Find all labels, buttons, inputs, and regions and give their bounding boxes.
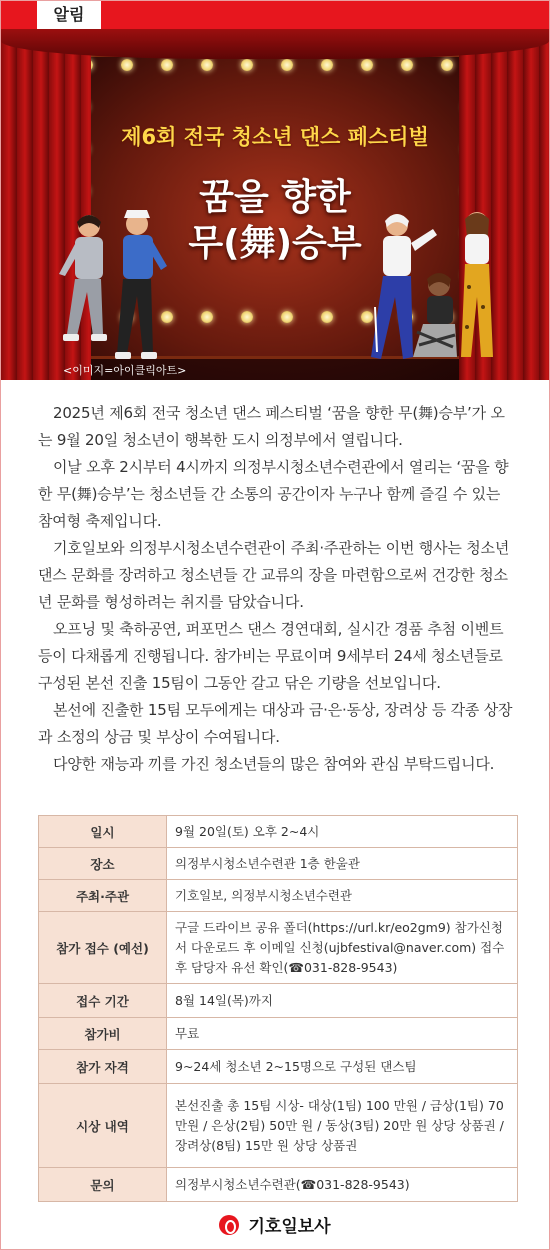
info-label: 참가 자격 <box>39 1050 167 1084</box>
event-info-table <box>38 815 518 1202</box>
dancers-right-illustration <box>357 207 507 377</box>
stage-light-bulb <box>201 311 213 323</box>
info-value: 9월 20일(토) 오후 2~4시 <box>167 816 518 848</box>
article-paragraph-2: 이날 오후 2시부터 4시까지 의정부시청소년수련관에서 열리는 ‘꿈을 향한 무(舞)승부’는 청소년들 간 소통의 공간이자 누구나 함께 즐길 수 있는 참여형 축제입니다. <box>38 458 509 530</box>
info-row-datetime <box>39 816 518 848</box>
stage-light-bulb <box>321 59 333 71</box>
stage-light-bulb <box>241 59 253 71</box>
info-value: 8월 14일(목)까지 <box>167 984 518 1018</box>
article-paragraph-1: 2025년 제6회 전국 청소년 댄스 페스티벌 ‘꿈을 향한 무(舞)승부’가 오는 9월 20일 청소년이 행복한 도시 의정부에서 열립니다. <box>38 404 505 449</box>
stage-light-bulb <box>441 59 453 71</box>
info-row-period <box>39 984 518 1018</box>
article-paragraph-5: 본선에 진출한 15팀 모두에게는 대상과 금·은·동상, 장려상 등 각종 상장과 소정의 상금 및 부상이 수여됩니다. <box>38 701 513 746</box>
stage-light-bulb <box>281 59 293 71</box>
poster-title-line1: 꿈을 향한 <box>199 177 351 218</box>
info-row-contact <box>39 1168 518 1202</box>
info-label: 참가 접수 (예선) <box>39 912 167 984</box>
article-paragraph-4: 오프닝 및 축하공연, 퍼포먼스 댄스 경연대회, 실시간 경품 추첨 이벤트 등이 다채롭게 진행됩니다. 참가비는 무료이며 9세부터 24세 청소년들로 구성된 본선 진출 15팀이 그동안 갈고 닦은 기량을 선보입니다. <box>38 620 504 692</box>
stage-light-bulb <box>321 311 333 323</box>
stage-light-bulb <box>401 59 413 71</box>
stage-light-bulb <box>161 59 173 71</box>
info-row-venue <box>39 848 518 880</box>
info-value: 기호일보, 의정부시청소년수련관 <box>167 880 518 912</box>
info-row-eligibility <box>39 1050 518 1084</box>
event-poster <box>1 29 549 380</box>
logo-text: 기호일보사 <box>248 1217 331 1237</box>
info-label: 일시 <box>39 816 167 848</box>
stage-light-bulb <box>201 59 213 71</box>
info-value: 9~24세 청소년 2~15명으로 구성된 댄스팀 <box>167 1050 518 1084</box>
info-label: 시상 내역 <box>39 1084 167 1168</box>
info-value: 무료 <box>167 1018 518 1050</box>
curtain-valance <box>1 29 549 59</box>
article-paragraph-3: 기호일보와 의정부시청소년수련관이 주최·주관하는 이번 행사는 청소년 댄스 문화를 장려하고 청소년들 간 교류의 장을 마련함으로써 건강한 청소년 문화를 형성하려는 취지를 담았습니다. <box>38 539 510 611</box>
notice-tab: 알림 <box>37 1 101 29</box>
poster-subtitle: 제6회 전국 청소년 댄스 페스티벌 <box>121 125 429 149</box>
info-row-host <box>39 880 518 912</box>
info-value: 구글 드라이브 공유 폴더(https://url.kr/eo2gm9) 참가신청서 다운로드 후 이메일 신청(ujbfestival@naver.com) 접수 후 담당자 유선 확인(☎031-828-9543) <box>167 912 518 984</box>
info-value: 의정부시청소년수련관(☎031-828-9543) <box>167 1168 518 1202</box>
info-label: 접수 기간 <box>39 984 167 1018</box>
info-label: 주최·주관 <box>39 880 167 912</box>
info-label: 참가비 <box>39 1018 167 1050</box>
info-row-fee <box>39 1018 518 1050</box>
info-label: 문의 <box>39 1168 167 1202</box>
stage-light-bulb <box>281 311 293 323</box>
info-value: 본선진출 총 15팀 시상- 대상(1팀) 100 만원 / 금상(1팀) 70만원 / 은상(2팀) 50만 원 / 동상(3팀) 20만 원 상당 상품권 / 장려상(8팀) 15만 원 상당 상품권 <box>167 1084 518 1168</box>
info-row-awards <box>39 1084 518 1168</box>
info-label: 장소 <box>39 848 167 880</box>
info-value: 의정부시청소년수련관 1층 한울관 <box>167 848 518 880</box>
article-paragraph-6: 다양한 재능과 끼를 가진 청소년들의 많은 참여와 관심 부탁드립니다. <box>53 755 495 773</box>
poster-title-line2: 무(舞)승부 <box>188 223 362 264</box>
stage-light-bulb <box>121 59 133 71</box>
publisher-logo <box>0 1212 550 1237</box>
article-body <box>38 400 516 778</box>
info-row-registration <box>39 912 518 984</box>
stage-light-bulb <box>361 59 373 71</box>
stage-light-bulb <box>241 311 253 323</box>
dancers-left-illustration <box>51 204 171 374</box>
logo-mark-icon <box>219 1215 239 1235</box>
image-credit: <이미지=아이클릭아트> <box>63 364 187 377</box>
